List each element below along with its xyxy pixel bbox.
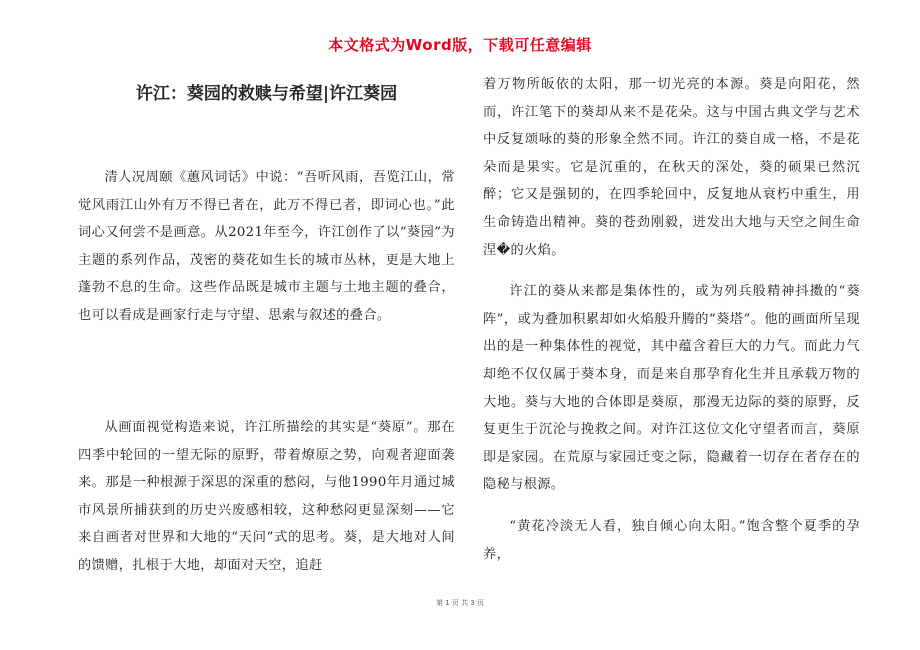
left-paragraph-2: 从画面视觉构造来说，许江所描绘的其实是“葵原”。那在四季中轮回的一望无际的原野，带着燎原之势，向观者迎面袭来。那是一种根源于深思的深重的愁闷，与他1990年月通过城市风景所捕获到的历史兴废感相较，这种愁闷更显深刻——它来自画者对世界和大地的“天问”式的思考。葵，是大地对人间的馈赠，扎根于大地，却面对天空，追赶 <box>78 420 455 573</box>
paragraph-gap <box>483 499 860 513</box>
left-paragraph-1: 清人况周颐《蕙风词话》中说：“吾听风雨，吾览江山，常觉风雨江山外有万不得已者在，此万不得已者，即词心也。”此词心又何尝不是画意。从2021年至今，许江创作了以“葵园”为主题的系列作品，茂密的葵花如生长的城市丛林，更是大地上蓬勃不息的生命。这些作品既是城市主题与土地主题的叠合，也可以看成是画家行走与守望、思索与叙述的叠合。 <box>78 170 455 323</box>
article-title: 许江：葵园的救赎与希望|许江葵园 <box>135 84 398 104</box>
document-banner: 本文格式为Word版，下载可任意编辑 <box>328 36 592 54</box>
right-paragraph-2: 许江的葵从来都是集体性的，或为列兵般精神抖擞的“葵阵”，或为叠加积累却如火焰般升腾的“葵塔”。他的画面所呈现出的是一种集体性的视觉，其中蕴含着巨大的力气。而此力气却绝不仅仅属于葵本身，而是来自那孕育化生并且承载万物的大地。葵与大地的合体即是葵原，那漫无边际的葵的原野，反复更生于沉沦与挽救之间。对许江这位文化守望者而言，葵原即是家园。在荒原与家园迁变之际，隐藏着一切存在者存在的隐秘与根源。 <box>483 284 860 493</box>
right-column <box>483 71 860 568</box>
page-footer: 第 1 页 共 3 页 <box>435 599 485 607</box>
paragraph-gap <box>483 264 860 278</box>
right-paragraph-3: “黄花冷淡无人看，独自倾心向太阳。”饱含整个夏季的孕养， <box>483 518 860 562</box>
right-paragraph-1: 着万物所皈依的太阳，那一切光亮的本源。葵是向阳花，然而，许江笔下的葵却从来不是花朵。这与中国古典文学与艺术中反复颂咏的葵的形象全然不同。许江的葵自成一格，不是花朵而是果实。它是沉重的，在秋天的深处，葵的硕果已然沉醉；它又是强韧的，在四季轮回中，反复地从衰朽中重生，用生命铸造出精神。葵的苍劲刚毅，迸发出大地与天空之间生命涅�的火焰。 <box>483 77 860 258</box>
